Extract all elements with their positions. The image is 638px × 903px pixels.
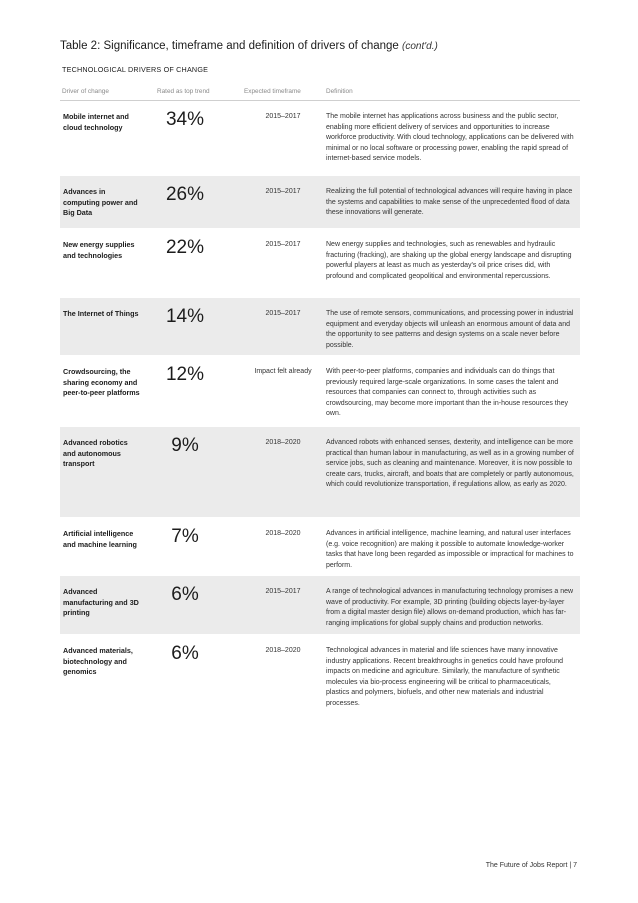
table-row (60, 635, 580, 705)
rated-percentage: 22% (165, 237, 205, 258)
table-title-suffix: (cont'd.) (402, 41, 438, 52)
rated-percentage: 14% (165, 306, 205, 327)
table-row (60, 229, 580, 297)
rated-percentage: 6% (171, 643, 199, 664)
page-footer: The Future of Jobs Report | 7 (485, 862, 577, 869)
expected-timeframe: 2015–2017 (265, 188, 301, 195)
driver-name: Crowdsourcing, the sharing economy and peer-to-peer platforms (63, 367, 140, 398)
rated-percentage: 9% (171, 435, 199, 456)
driver-name: New energy supplies and technologies (63, 240, 135, 260)
driver-name: Advanced robotics and autonomous transport (63, 438, 128, 469)
expected-timeframe: 2018–2020 (265, 439, 301, 446)
rated-percentage: 26% (165, 184, 205, 205)
expected-timeframe: Impact felt already (254, 368, 312, 375)
column-header-rated: Rated as top trend (157, 88, 210, 95)
column-header-timeframe: Expected timeframe (244, 88, 301, 95)
section-heading: TECHNOLOGICAL DRIVERS OF CHANGE (62, 65, 209, 74)
definition-text: Advances in artificial intelligence, machine learning, and natural user interfaces (e.g. voice recognition) are making it possible to automate knowledge-worker tasks that have long been regarded as impossible or impractical for machines to perform. (326, 530, 574, 569)
column-header-driver: Driver of change (62, 88, 109, 95)
table-title (60, 40, 438, 52)
driver-name: Artificial intelligence and machine learning (63, 529, 137, 549)
table-row (60, 356, 580, 426)
table-row (60, 298, 580, 355)
rated-percentage: 12% (165, 364, 205, 385)
definition-text: A range of technological advances in manufacturing technology promises a new wave of productivity. For example, 3D printing (building objects layer-by-layer from a digital master design file) allows on-demand production, which has far-ranging implications for global supply chains and production networks. (326, 588, 574, 627)
expected-timeframe: 2018–2020 (265, 647, 301, 654)
driver-name: Advanced materials, biotechnology and genomics (63, 646, 133, 677)
table-row (60, 576, 580, 634)
expected-timeframe: 2015–2017 (265, 588, 301, 595)
table-title-text: Table 2: Significance, timeframe and definition of drivers of change (60, 40, 399, 52)
definition-text: New energy supplies and technologies, such as renewables and hydraulic fracturing (fracking), are shaking up the global energy landscape and disrupting powerful players at least as much as yesterday's oil price crises did, with profound and complicated geopolitical and environmental repercussions. (326, 241, 572, 280)
table-row (60, 176, 580, 228)
definition-text: Realizing the full potential of technological advances will require having in place the systems and capabilities to make sense of the unprecedented flood of data these innovations will generate. (326, 188, 573, 217)
expected-timeframe: 2018–2020 (265, 530, 301, 537)
expected-timeframe: 2015–2017 (265, 310, 301, 317)
definition-text: Technological advances in material and life sciences have many innovative industry applications. Recent breakthroughs in genetics could have profound impacts on medicine and agriculture. Similarly, the manufacture of synthetic molecules via bio-process engineering will be critical to pharmaceuticals, plastics and polymers, biofuels, and other new materials and industrial processes. (326, 647, 563, 707)
definition-text: With peer-to-peer platforms, companies and individuals can do things that previously required large-scale organizations. In some cases the talent and resources that companies can connect to, through activities such as crowdsourcing, may become more important than the in-house resources they own. (326, 368, 569, 418)
table-row (60, 518, 580, 575)
definition-text: The use of remote sensors, communications, and processing power in industrial equipment and everyday objects will unleash an enormous amount of data and the opportunity to see patterns and design systems on a scale never before possible. (326, 310, 574, 349)
driver-name: Advances in computing power and Big Data (63, 187, 138, 218)
driver-name: The Internet of Things (63, 309, 139, 318)
table-row (60, 427, 580, 517)
table-row (60, 101, 580, 175)
rated-percentage: 34% (165, 109, 205, 130)
rated-percentage: 7% (171, 526, 199, 547)
definition-text: Advanced robots with enhanced senses, dexterity, and intelligence can be more practical than human labour in manufacturing, as well as in a growing number of service jobs, such as cleaning and maintenance. Moreover, it is now possible to create cars, trucks, aircraft, and boats that are completely or partly autonomous, which could revolutionize transportation, if regulations allow, as early as 2020. (326, 439, 574, 489)
expected-timeframe: 2015–2017 (265, 113, 301, 120)
driver-name: Mobile internet and cloud technology (63, 112, 129, 132)
definition-text: The mobile internet has applications across business and the public sector, enabling more efficient delivery of services and opportunities to increase workforce productivity. With cloud technology, applications can be delivered with minimal or no local software or processing power, enabling the rapid spread of internet-based service models. (326, 113, 574, 163)
expected-timeframe: 2015–2017 (265, 241, 301, 248)
column-header-definition: Definition (326, 88, 353, 95)
rated-percentage: 6% (171, 584, 199, 605)
driver-name: Advanced manufacturing and 3D printing (63, 587, 139, 618)
